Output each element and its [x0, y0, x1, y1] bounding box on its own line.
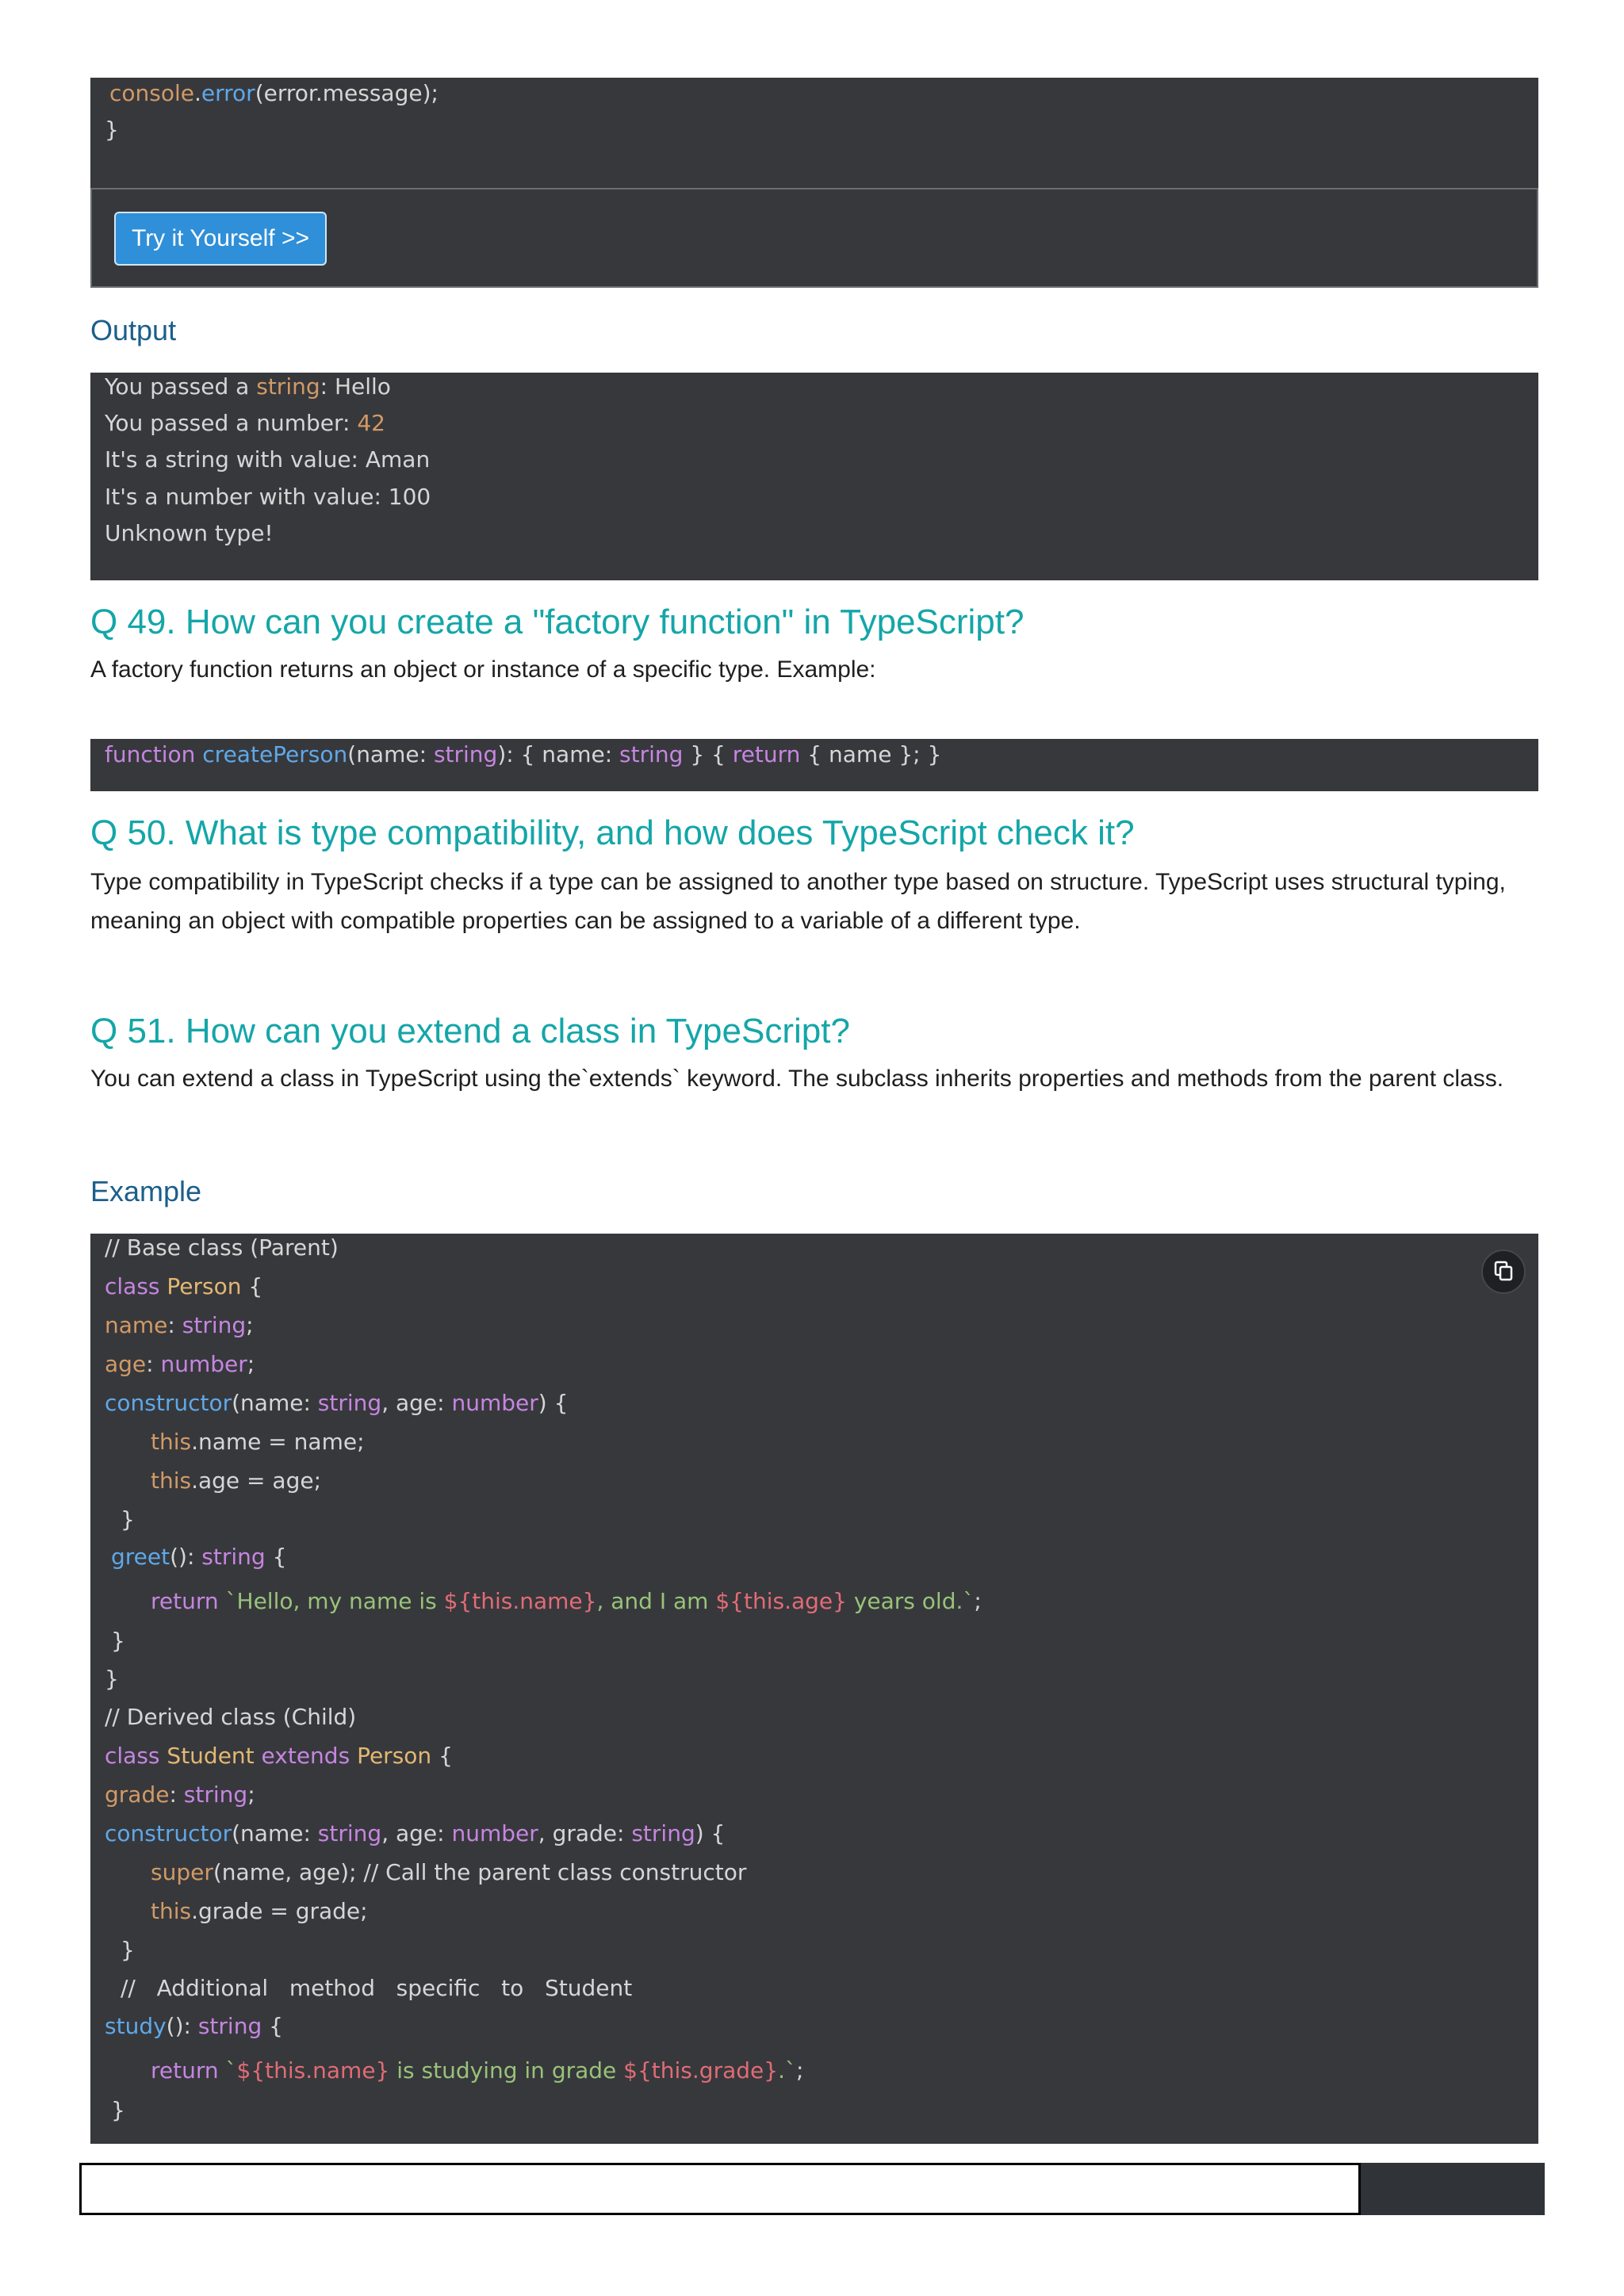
footer-box: [79, 2163, 1361, 2215]
copy-icon: [1483, 1251, 1524, 1292]
code-line: // Base class (Parent): [105, 1234, 339, 1261]
example-heading: Example: [90, 1175, 202, 1207]
q49-title: Q 49. How can you create a "factory function" in TypeScript?: [90, 603, 1025, 641]
output-line: Unknown type!: [105, 520, 274, 546]
q50-text: Type compatibility in TypeScript checks if a type can be assigned to another type based on structure. TypeScript uses structural typing, meaning an object with compatible properties can be assigned to a variable of a different type.: [90, 869, 1506, 934]
code-line: grade: string;: [105, 1781, 255, 1808]
q51-title: Q 51. How can you extend a class in TypeScript?: [90, 1012, 850, 1050]
code-line: class Person {: [105, 1273, 263, 1299]
code-line: }: [105, 117, 119, 143]
code-line: constructor(name: string, age: number, grade: string) {: [105, 1820, 726, 1846]
code-line: this.name = name;: [151, 1429, 365, 1455]
q49-text: A factory function returns an object or instance of a specific type. Example:: [90, 656, 876, 683]
code-line: super(name, age); // Call the parent class constructor: [151, 1859, 747, 1885]
code-line: this.grade = grade;: [151, 1898, 368, 1924]
top-code-block: [90, 78, 1538, 189]
code-line: age: number;: [105, 1351, 255, 1377]
try-it-yourself-button[interactable]: Try it Yourself >>: [114, 212, 327, 266]
output-line: It's a number with value: 100: [105, 484, 431, 510]
q51-text: You can extend a class in TypeScript using the`extends` keyword. The subclass inherits properties and methods from the parent class.: [90, 1066, 1504, 1092]
code-line: class Student extends Person {: [105, 1743, 453, 1769]
q49-code-block: [90, 739, 1538, 791]
q50-title: Q 50. What is type compatibility, and how does TypeScript check it?: [90, 813, 1135, 852]
copy-button[interactable]: [1481, 1249, 1526, 1294]
code-line: function createPerson(name: string): { name: string } { return { name }; }: [105, 741, 942, 767]
code-line: study(): string {: [105, 2013, 283, 2039]
code-line: }: [111, 1628, 125, 1654]
code-line: // Derived class (Child): [105, 1704, 357, 1730]
output-block: [90, 373, 1538, 580]
output-heading: Output: [90, 314, 177, 346]
output-line: You passed a number: 42: [105, 410, 385, 436]
example-code-block: [90, 1234, 1538, 2144]
footer-dark-panel: [1361, 2163, 1545, 2215]
code-line: constructor(name: string, age: number) {: [105, 1390, 569, 1416]
code-line: return `Hello, my name is ${this.name}, and I am ${this.age} years old.`;: [151, 1588, 982, 1614]
output-line: It's a string with value: Aman: [105, 446, 431, 473]
output-line: You passed a string: Hello: [105, 373, 391, 400]
try-it-area: [90, 188, 1538, 288]
code-line: }: [121, 1506, 135, 1533]
code-line: }: [105, 1666, 119, 1692]
code-line: console.error(error.message);: [109, 80, 439, 106]
code-line: name: string;: [105, 1312, 254, 1338]
code-line: }: [111, 2097, 125, 2123]
code-line: this.age = age;: [151, 1468, 322, 1494]
code-line: greet(): string {: [111, 1544, 287, 1570]
code-line: return `${this.name} is studying in grade ${this.grade}.`;: [151, 2057, 804, 2084]
code-line: }: [121, 1937, 135, 1963]
code-line: // Additional method specific to Student: [121, 1975, 633, 2001]
